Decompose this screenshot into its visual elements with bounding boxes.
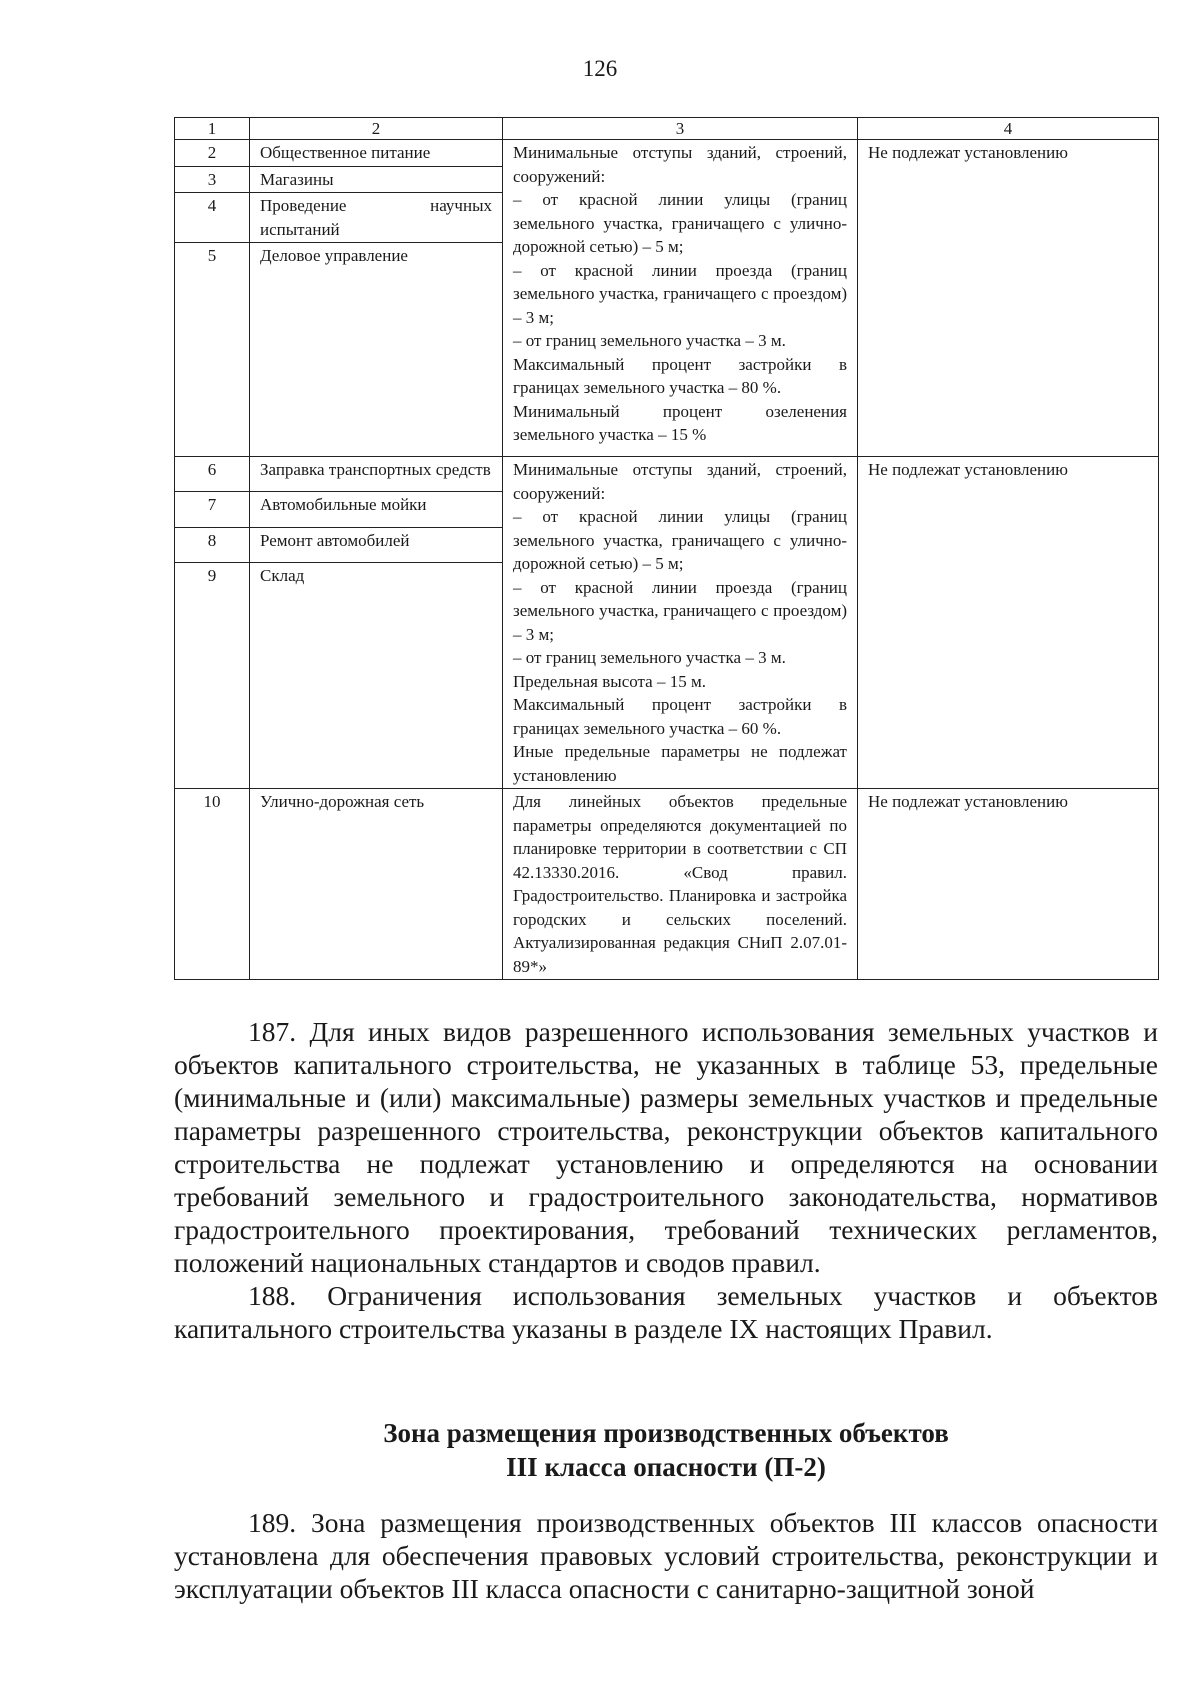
param-line: Максимальный процент застройки в границах земельного участка – 60 %. [513, 695, 847, 738]
use-type: Общественное питание [250, 140, 503, 167]
param-line: Предельная высота – 15 м. [513, 671, 706, 691]
use-type: Заправка транспортных средств [250, 457, 503, 492]
use-type: Автомобильные мойки [250, 492, 503, 527]
param-line: – от красной линии проезда (границ земельного участка, граничащего с проездом) – 3 м; [513, 577, 847, 644]
row-number: 6 [175, 457, 250, 492]
row-number: 3 [175, 166, 250, 193]
param-line: Иные предельные параметры не подлежат установлению [513, 742, 847, 785]
body-text-lower [174, 1506, 1158, 1605]
header-cell: 2 [250, 118, 503, 140]
row-number: 8 [175, 527, 250, 562]
header-cell: 4 [858, 118, 1159, 140]
use-type: Склад [250, 563, 503, 789]
paragraph-187: 187. Для иных видов разрешенного использования земельных участков и объектов капитального строительства, не указанных в таблице 53, предельные (минимальные и (или) максимальные) размеры земельных участков и предельные параметры разрешенного строительства, реконструкции объектов капитального строительства не подлежат установлению и определяются на основании требований земельного и градостроительного законодательства, нормативов градостроительного проектирования, требований технических регламентов, положений национальных стандартов и сводов правил. [174, 1016, 1158, 1278]
row-number: 9 [175, 563, 250, 789]
regulations-table [174, 117, 1159, 980]
table-row [175, 457, 1159, 492]
section-title [174, 1416, 1158, 1484]
param-line: Минимальные отступы зданий, строений, сооружений: [513, 460, 847, 503]
param-line: – от красной линии улицы (границ земельного участка, граничащего с улично-дорожной сетью) – 5 м; [513, 507, 847, 573]
use-type: Ремонт автомобилей [250, 527, 503, 562]
table-header-row [175, 118, 1159, 140]
parameters-cell: Для линейных объектов предельные параметры определяются документацией по планировке территории в соответствии с СП 42.13330.2016. «Свод правил. Градостроительство. Планировка и застройка городских и сельских поселений. Актуализированная редакция СНиП 2.07.01-89*» [503, 789, 858, 980]
body-text-upper [174, 1015, 1158, 1345]
limits-cell: Не подлежат установлению [858, 789, 1159, 980]
paragraph-189: 189. Зона размещения производственных объектов III классов опасности установлена для обеспечения правовых условий строительства, реконструкции и эксплуатации объектов III класса опасности с санитарно-защитной зоной [174, 1507, 1158, 1604]
use-type: Магазины [250, 166, 503, 193]
use-type: Улично-дорожная сеть [250, 789, 503, 980]
section-title-line: III класса опасности (П-2) [506, 1452, 826, 1482]
parameters-cell [503, 457, 858, 789]
header-cell: 3 [503, 118, 858, 140]
section-title-line: Зона размещения производственных объектов [383, 1418, 949, 1448]
use-type: Проведение научных испытаний [250, 193, 503, 243]
param-line: Минимальный процент озеленения земельного участка – 15 % [513, 401, 847, 444]
use-type: Деловое управление [250, 243, 503, 457]
row-number: 10 [175, 789, 250, 980]
page-number: 126 [582, 56, 618, 81]
table-row [175, 789, 1159, 980]
parameters-cell [503, 140, 858, 457]
limits-cell: Не подлежат установлению [858, 457, 1159, 789]
row-number: 7 [175, 492, 250, 527]
row-number: 5 [175, 243, 250, 457]
param-line: – от границ земельного участка – 3 м. [513, 331, 786, 350]
row-number: 2 [175, 140, 250, 167]
param-line: Максимальный процент застройки в границах земельного участка – 80 %. [513, 354, 847, 397]
paragraph-188: 188. Ограничения использования земельных участков и объектов капитального строительства указаны в разделе IX настоящих Правил. [174, 1280, 1158, 1344]
param-line: – от границ земельного участка – 3 м. [513, 648, 786, 667]
table-row [175, 140, 1159, 167]
limits-cell: Не подлежат установлению [858, 140, 1159, 457]
row-number: 4 [175, 193, 250, 243]
header-cell: 1 [175, 118, 250, 140]
param-line: Минимальные отступы зданий, строений, сооружений: [513, 143, 847, 186]
param-line: – от красной линии проезда (границ земельного участка, граничащего с проездом) – 3 м; [513, 260, 847, 327]
param-line: – от красной линии улицы (границ земельного участка, граничащего с улично-дорожной сетью) – 5 м; [513, 190, 847, 256]
